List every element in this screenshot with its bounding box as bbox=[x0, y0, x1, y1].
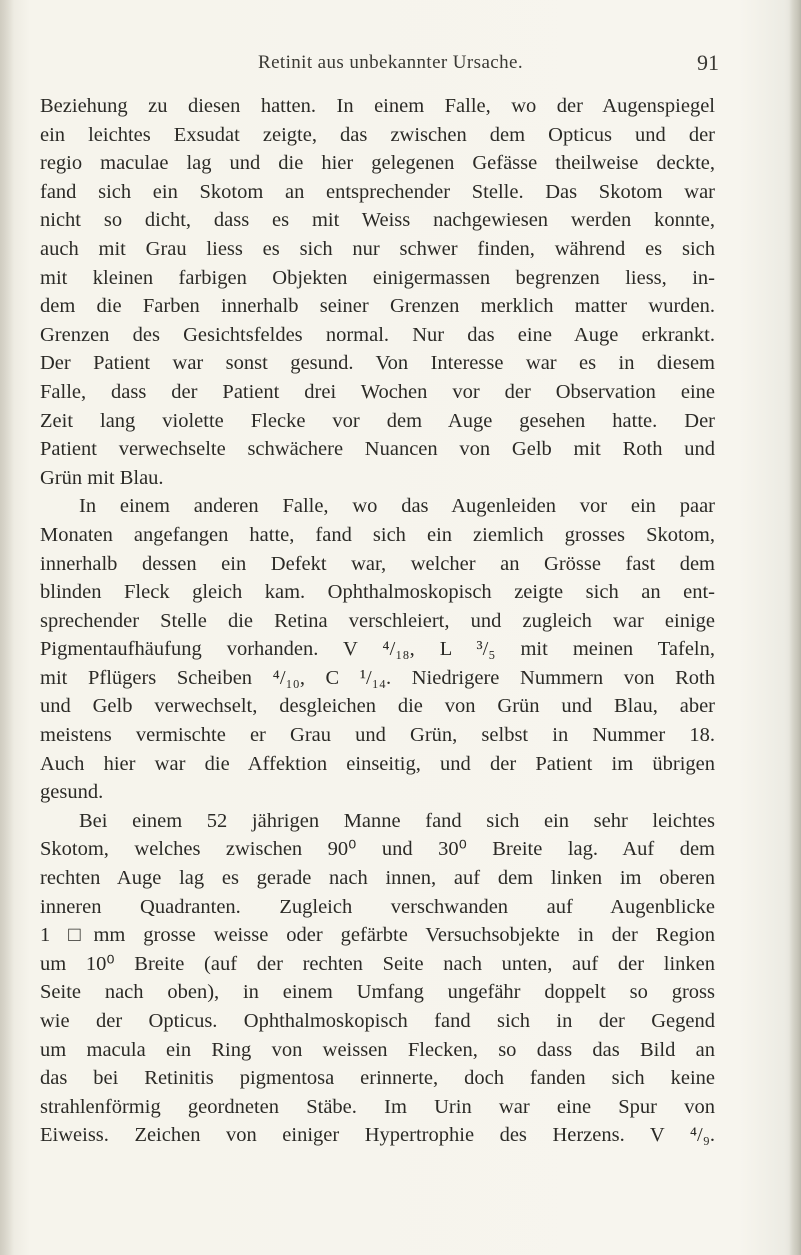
text-line: Monaten angefangen hatte, fand sich ein ziemlich grosses Skotom, bbox=[40, 523, 715, 546]
text-line: wie der Opticus. Ophthalmoskopisch fand sich in der Gegend bbox=[40, 1010, 715, 1032]
text-line: inneren Quadranten. Zugleich verschwanden auf Augenblicke bbox=[40, 895, 715, 918]
text-line: nicht so dicht, dass es mit Weiss nachgewiesen werden konnte, bbox=[40, 209, 715, 232]
text-line: sprechender Stelle die Retina verschleiert, und zugleich war einige bbox=[40, 609, 715, 632]
running-head-title: Retinit aus unbekannter Ursache. bbox=[258, 52, 523, 73]
text-line: mit Pflügers Scheiben ⁴/₁₀, C ¹/₁₄. Niedrigere Nummern von Roth bbox=[40, 666, 715, 689]
paragraph-end-line: gesund. bbox=[40, 781, 104, 804]
text-line: Skotom, welches zwischen 90⁰ und 30⁰ Breite lag. Auf dem bbox=[40, 838, 715, 861]
text-line: Pigmentaufhäufung vorhanden. V ⁴/₁₈, L ³/₅ mit meinen Tafeln, bbox=[40, 638, 715, 661]
text-line: Zeit lang violette Flecke vor dem Auge gesehen hatte. Der bbox=[40, 409, 715, 432]
text-line: Patient verwechselte schwächere Nuancen von Gelb mit Roth und bbox=[40, 438, 715, 461]
paragraph-start-line: Bei einem 52 jährigen Manne fand sich ein sehr leichtes bbox=[79, 809, 715, 832]
text-line: Eiweiss. Zeichen von einiger Hypertrophie des Herzens. V ⁴/₉. bbox=[40, 1124, 715, 1147]
text-line: meistens vermischte er Grau und Grün, selbst in Nummer 18. bbox=[40, 724, 715, 747]
text-line: ein leichtes Exsudat zeigte, das zwischen dem Opticus und der bbox=[40, 123, 715, 146]
text-line: und Gelb verwechselt, desgleichen die von Grün und Blau, aber bbox=[40, 695, 715, 718]
spine-shadow bbox=[0, 0, 14, 1255]
text-line: Beziehung zu diesen hatten. In einem Falle, wo der Augenspiegel bbox=[40, 95, 715, 117]
text-line: rechten Auge lag es gerade nach innen, auf dem linken im oberen bbox=[40, 867, 715, 890]
text-line: um 10⁰ Breite (auf der rechten Seite nach unten, auf der linken bbox=[40, 952, 715, 975]
paragraph-end-line: Grün mit Blau. bbox=[40, 466, 164, 489]
running-head bbox=[0, 52, 801, 82]
text-line: um macula ein Ring von weissen Flecken, so dass das Bild an bbox=[40, 1038, 715, 1061]
text-line: auch mit Grau liess es sich nur schwer finden, während es sich bbox=[40, 237, 715, 260]
text-line: dem die Farben innerhalb seiner Grenzen merklich matter wurden. bbox=[40, 295, 715, 318]
text-line: Falle, dass der Patient drei Wochen vor der Observation eine bbox=[40, 380, 715, 403]
text-line: blinden Fleck gleich kam. Ophthalmoskopisch zeigte sich an ent- bbox=[40, 581, 715, 604]
page-number: 91 bbox=[697, 50, 719, 75]
body-text bbox=[40, 92, 715, 1150]
text-line: strahlenförmig geordneten Stäbe. Im Urin war eine Spur von bbox=[40, 1095, 715, 1118]
text-line: Auch hier war die Affektion einseitig, und der Patient im übrigen bbox=[40, 752, 715, 775]
text-line: Grenzen des Gesichtsfeldes normal. Nur das eine Auge erkrankt. bbox=[40, 323, 715, 346]
text-line: Seite nach oben), in einem Umfang ungefähr doppelt so gross bbox=[40, 981, 715, 1004]
paragraph-start-line: In einem anderen Falle, wo das Augenleiden vor ein paar bbox=[79, 495, 715, 518]
text-line: das bei Retinitis pigmentosa erinnerte, doch fanden sich keine bbox=[40, 1067, 715, 1090]
text-line: Der Patient war sonst gesund. Von Interesse war es in diesem bbox=[40, 352, 715, 375]
text-line: regio maculae lag und die hier gelegenen Gefässe theilweise deckte, bbox=[40, 152, 715, 175]
text-line: innerhalb dessen ein Defekt war, welcher an Grösse fast dem bbox=[40, 552, 715, 575]
text-line: mit kleinen farbigen Objekten einigermassen begrenzen liess, in- bbox=[40, 266, 715, 289]
text-line: 1 □mm grosse weisse oder gefärbte Versuchsobjekte in der Region bbox=[40, 924, 715, 947]
page-edge bbox=[789, 0, 801, 1255]
text-line: fand sich ein Skotom an entsprechender Stelle. Das Skotom war bbox=[40, 180, 715, 203]
